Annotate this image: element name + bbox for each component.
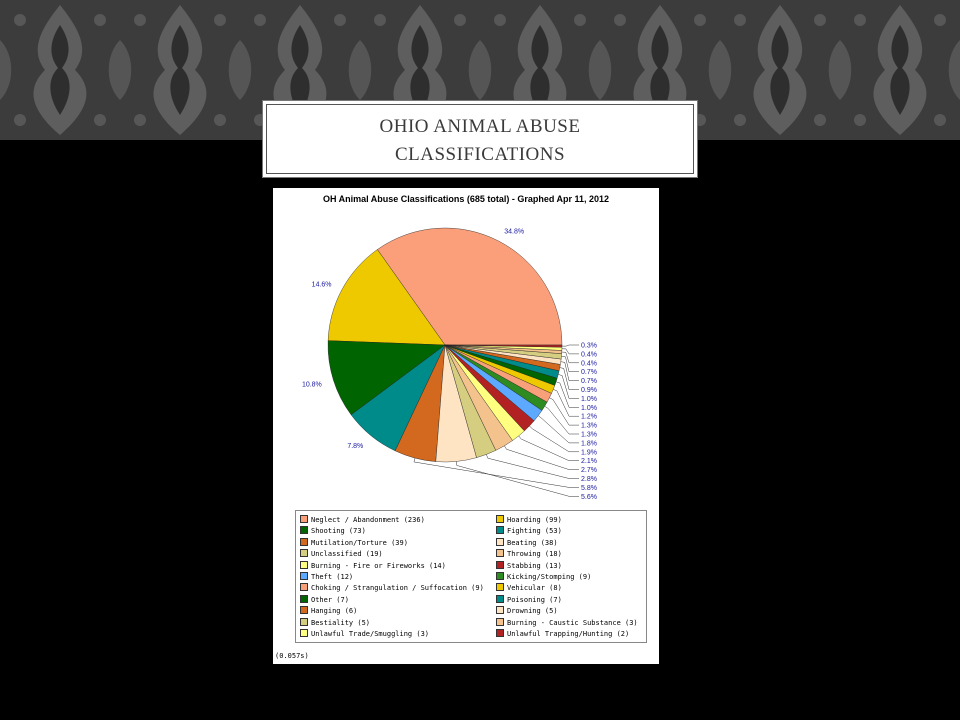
legend-swatch bbox=[496, 515, 504, 523]
legend-label: Shooting (73) bbox=[311, 527, 366, 536]
legend-swatch bbox=[300, 561, 308, 569]
legend-entry bbox=[496, 549, 562, 560]
leader-line bbox=[549, 398, 579, 425]
leader-line bbox=[486, 454, 579, 478]
legend-swatch bbox=[300, 549, 308, 557]
legend-entry bbox=[300, 629, 429, 640]
slide-title bbox=[263, 113, 697, 169]
legend-label: Neglect / Abandonment (236) bbox=[311, 516, 425, 524]
legend-entry bbox=[300, 572, 353, 583]
legend-entry bbox=[300, 526, 366, 537]
legend-entry bbox=[300, 583, 484, 594]
percent-label: 1.9% bbox=[581, 449, 597, 457]
legend-swatch bbox=[300, 572, 308, 580]
legend-swatch bbox=[300, 618, 308, 626]
pie-slices bbox=[328, 228, 562, 462]
legend-label: Stabbing (13) bbox=[507, 561, 562, 570]
legend-swatch bbox=[300, 629, 308, 637]
slide-title-line-2: CLASSIFICATIONS bbox=[394, 144, 566, 165]
percent-label: 2.8% bbox=[581, 476, 597, 483]
legend-swatch bbox=[496, 606, 504, 614]
percent-label: 1.2% bbox=[581, 413, 597, 421]
legend-label: Bestiality (5) bbox=[311, 618, 371, 627]
percent-label: 0.4% bbox=[581, 351, 597, 359]
legend-label: Burning - Fire or Fireworks (14) bbox=[311, 561, 446, 570]
leader-line bbox=[561, 362, 579, 381]
percent-label: 0.9% bbox=[581, 387, 597, 394]
percent-label: 0.4% bbox=[581, 360, 597, 368]
legend-label: Hanging (6) bbox=[311, 607, 358, 616]
legend-swatch bbox=[496, 561, 504, 569]
percent-label: 0.7% bbox=[581, 378, 597, 386]
legend-label: Unlawful Trade/Smuggling (3) bbox=[311, 630, 430, 638]
percent-label: 0.7% bbox=[581, 369, 597, 377]
legend-entry bbox=[300, 561, 446, 572]
legend-label: Beating (38) bbox=[507, 538, 558, 547]
legend-entry bbox=[300, 606, 357, 617]
percent-label: 2.7% bbox=[581, 467, 597, 475]
legend-swatch bbox=[496, 629, 504, 637]
legend-swatch bbox=[496, 618, 504, 626]
legend-swatch bbox=[300, 595, 308, 603]
leader-line bbox=[504, 446, 579, 470]
percent-label: 5.6% bbox=[581, 493, 597, 501]
leader-line bbox=[519, 436, 579, 461]
legend-entry bbox=[496, 606, 558, 617]
percent-label: 1.3% bbox=[581, 422, 597, 430]
legend-swatch bbox=[496, 549, 504, 557]
legend-swatch bbox=[496, 538, 504, 546]
legend-entry bbox=[496, 618, 638, 629]
render-time: (0.057s) bbox=[275, 652, 309, 660]
percent-label: 0.3% bbox=[581, 342, 597, 350]
percent-label: 5.8% bbox=[581, 484, 597, 492]
leader-line bbox=[553, 389, 579, 416]
legend-entry bbox=[496, 515, 562, 526]
legend-label: Burning - Caustic Substance (3) bbox=[507, 618, 638, 627]
legend-label: Theft (12) bbox=[311, 573, 354, 581]
chart-legend bbox=[295, 510, 647, 643]
legend-label: Kicking/Stomping (9) bbox=[507, 573, 592, 581]
slide-title-line-1: OHIO ANIMAL ABUSE bbox=[379, 116, 581, 137]
legend-entry bbox=[496, 538, 558, 549]
leader-line bbox=[560, 368, 579, 390]
legend-label: Mutilation/Torture (39) bbox=[311, 538, 408, 547]
chart-title: OH Animal Abuse Classifications (685 total) - Graphed Apr 11, 2012 bbox=[322, 194, 610, 204]
legend-swatch bbox=[300, 515, 308, 523]
slide-title-box bbox=[262, 100, 698, 178]
percent-label: 1.0% bbox=[581, 395, 597, 403]
legend-entry bbox=[496, 629, 629, 640]
legend-entry bbox=[496, 526, 562, 537]
legend-entry bbox=[300, 515, 425, 526]
legend-swatch bbox=[496, 595, 504, 603]
legend-label: Unclassified (19) bbox=[311, 550, 383, 559]
legend-entry bbox=[300, 549, 383, 560]
chart-panel bbox=[273, 188, 659, 664]
legend-label: Drowning (5) bbox=[507, 607, 558, 616]
legend-swatch bbox=[496, 526, 504, 534]
leader-line bbox=[414, 458, 579, 487]
legend-label: Hoarding (99) bbox=[507, 516, 562, 524]
percent-label: 1.8% bbox=[581, 440, 597, 448]
legend-entry bbox=[300, 595, 349, 606]
percent-label: 10.8% bbox=[301, 381, 322, 389]
legend-label: Choking / Strangulation / Suffocation (9) bbox=[311, 584, 484, 593]
legend-label: Other (7) bbox=[311, 595, 349, 604]
legend-swatch bbox=[300, 538, 308, 546]
leader-line bbox=[556, 382, 579, 408]
percent-label: 7.8% bbox=[347, 442, 364, 450]
legend-label: Unlawful Trapping/Hunting (2) bbox=[507, 630, 630, 638]
leader-line bbox=[538, 416, 579, 443]
legend-entry bbox=[496, 583, 562, 594]
legend-label: Throwing (18) bbox=[507, 550, 562, 559]
legend-label: Fighting (53) bbox=[507, 527, 562, 536]
leader-line bbox=[562, 349, 579, 354]
leader-line bbox=[562, 345, 579, 346]
legend-swatch bbox=[496, 583, 504, 591]
percent-label: 14.6% bbox=[311, 281, 332, 289]
legend-entry bbox=[300, 538, 408, 549]
percent-label: 1.3% bbox=[581, 431, 597, 439]
legend-swatch bbox=[496, 572, 504, 580]
legend-label: Poisoning (7) bbox=[507, 595, 562, 604]
percent-label: 1.0% bbox=[581, 404, 597, 412]
percent-label: 2.1% bbox=[581, 458, 597, 466]
legend-swatch bbox=[300, 583, 308, 591]
leader-line bbox=[545, 406, 579, 434]
legend-label: Vehicular (8) bbox=[507, 584, 562, 593]
legend-swatch bbox=[300, 606, 308, 614]
legend-swatch bbox=[300, 526, 308, 534]
legend-entry bbox=[496, 572, 591, 583]
legend-entry bbox=[300, 618, 370, 629]
legend-entry bbox=[496, 595, 562, 606]
legend-entry bbox=[496, 561, 562, 572]
percent-label: 34.8% bbox=[504, 228, 525, 236]
